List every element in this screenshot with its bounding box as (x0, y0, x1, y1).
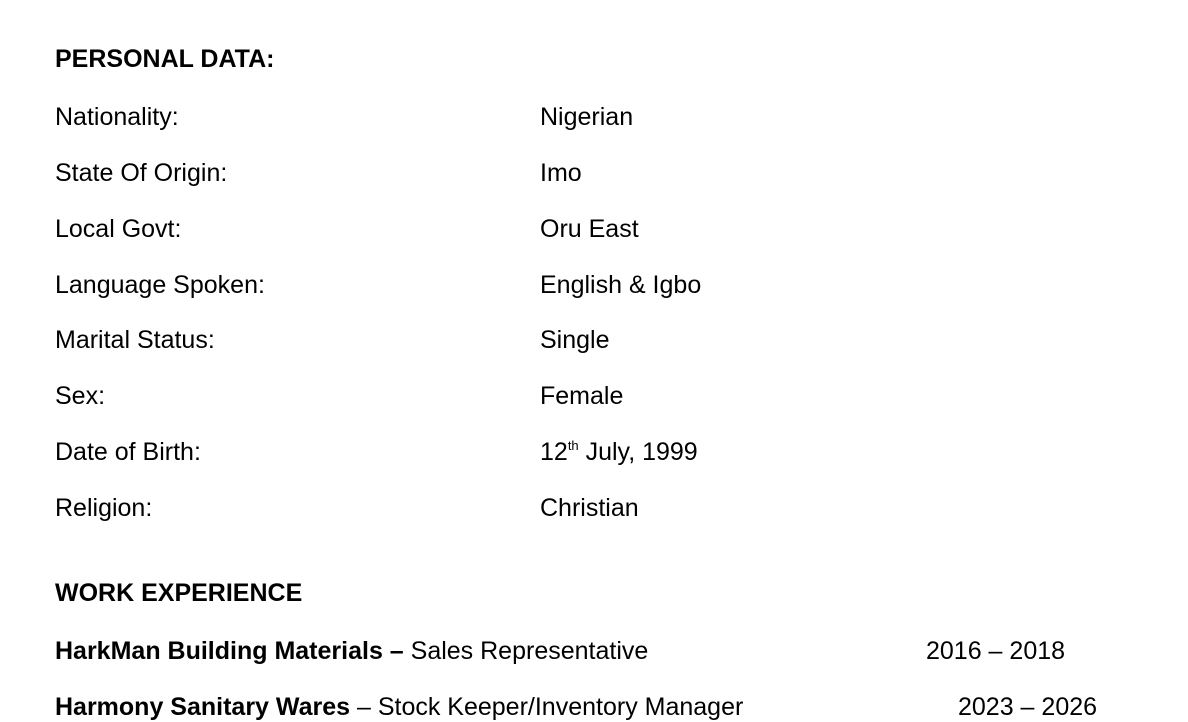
work-entry (55, 636, 648, 666)
personal-row-nationality (55, 102, 1155, 132)
row-label: Date of Birth: (55, 438, 201, 466)
personal-data-heading: PERSONAL DATA: (55, 45, 275, 73)
work-role: Sales Representative (403, 637, 649, 665)
row-label: Sex: (55, 382, 106, 410)
row-value: Oru East (540, 215, 639, 243)
row-value: Single (540, 326, 610, 354)
row-label: Local Govt: (55, 215, 182, 243)
row-label: State Of Origin: (55, 159, 228, 187)
personal-row-sex (55, 381, 1155, 411)
work-period (926, 636, 1065, 666)
row-label: Language Spoken: (55, 271, 265, 299)
row-value: Imo (540, 159, 582, 187)
work-period-text: 2023 – 2026 (958, 693, 1098, 721)
work-period-text: 2016 – 2018 (926, 637, 1066, 665)
birth-month-year: July, 1999 (578, 438, 698, 466)
row-label: Nationality: (55, 103, 179, 131)
row-value: Christian (540, 494, 639, 522)
birth-day: 12 (540, 438, 568, 466)
personal-row-date-of-birth (55, 437, 1155, 467)
personal-row-religion (55, 493, 1155, 523)
row-value (540, 437, 698, 467)
personal-row-state-of-origin (55, 158, 1155, 188)
personal-row-local-govt (55, 214, 1155, 244)
personal-row-marital-status (55, 325, 1155, 355)
row-value: Nigerian (540, 103, 634, 131)
work-role: – Stock Keeper/Inventory Manager (350, 693, 744, 721)
work-entry (55, 692, 743, 722)
row-label: Religion: (55, 494, 153, 522)
row-value: English & Igbo (540, 271, 702, 299)
row-label: Marital Status: (55, 326, 215, 354)
row-value: Female (540, 382, 624, 410)
work-company: Harmony Sanitary Wares (55, 693, 351, 721)
work-experience-heading: WORK EXPERIENCE (55, 579, 303, 607)
work-company: HarkMan Building Materials – (55, 637, 404, 665)
ordinal-suffix: th (567, 438, 579, 453)
work-period (958, 692, 1097, 722)
personal-row-language-spoken (55, 270, 1155, 300)
